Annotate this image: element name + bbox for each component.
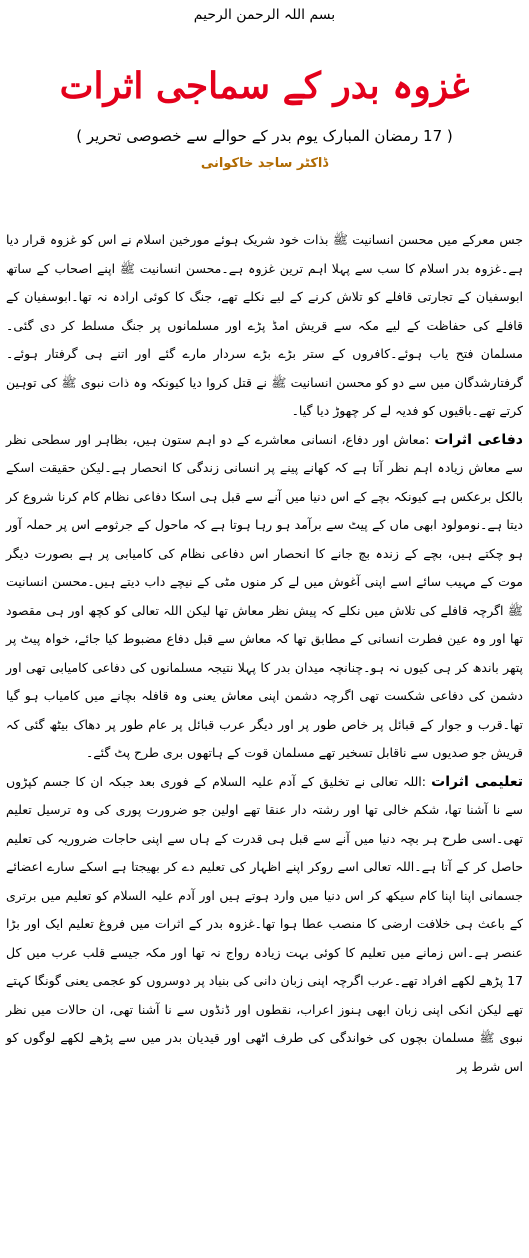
intro-paragraph: جس معرکے میں محسن انسانیت ﷺ بذات خود شریک ہوئے مورخین اسلام نے اس کو غزوہ قرار دیا ہے۔غزوہ بدر اسلام کا سب سے پہلا اہم ترین غزوہ ہے۔محسن انسانیت ﷺ اپنے اصحاب کے ساتھ ابوسفیان کے تجارتی قافلے کو تلاش کرنے کے لیے نکلے تھے، جنگ کا کوئی ارادہ نہ تھا۔ابوسفیان کے قافلے کی حفاظت کے لیے مکہ سے قریش امڈ پڑے اور مسلمانوں پر جنگ مسلط کر دی گئی۔مسلمان فتح یاب ہوئے۔کافروں کے ستر بڑے بڑے سردار مارے گئے اور اتنے ہی گرفتار ہوئے۔گرفتارشدگان میں سے دو کو محسن انسانیت ﷺ نے قتل کروا دیا کیونکہ وہ ذات نبوی ﷺ کی توہین کرتے تھے۔باقیوں کو فدیہ لے کر چھوڑ دیا گیا۔ [6,232,523,418]
education-heading: تعلیمی اثرات [431,773,524,790]
defense-text: :معاش اور دفاع، انسانی معاشرے کے دو اہم ستون ہیں، بظاہر اور سطحی نظر سے معاش زیادہ اہم نظر آتا ہے کہ کھانے پینے پر انسانی زندگی کا انحصار ہے۔لیکن حقیقت اسکے بالکل برعکس ہے کیونکہ بچے کے اس دنیا میں آنے سے قبل ہی اسکا دفاعی نظام کام کرنا شروع کر دیتا ہے۔نومولود ابھی ماں کے پیٹ سے برآمد ہو رہا ہوتا ہے کہ ماحول کے جرثومے اس پر حملہ آور ہو چکتے ہیں، بچے کے زندہ بچ جانے کا انحصار اس دفاعی نظام کی کامیابی پر ہے بصورت دیگر موت کے مہیب سائے اسے اپنی آغوش میں لے کر منوں مٹی کے نیچے داب دیتے ہیں۔محسن انسانیت ﷺ اگرچہ قافلے کی تلاش میں نکلے کہ پیش نظر معاش تھا لیکن اللہ تعالی کو کچھ اور ہی مقصود تھا اور وہ عین فطرت انسانی کے مطابق تھا کہ معاش سے قبل دفاع مضبوط کیا جائے، خواہ پیٹ پر پتھر باندھ کر ہی کیوں نہ ہو۔چنانچہ میدان بدر کا پہلا نتیجہ مسلمانوں کی دفاعی کامیابی تھی اور دشمن کی دفاعی شکست تھی اگرچہ دشمن اپنی معاش یعنی وہ قافلہ بچانے میں کامیاب ہو گیا تھا۔قرب و جوار کے قبائل پر خاص طور پر اور دیگر عرب قبائل پر عام طور پر دھاک بیٹھ گئی کہ قریش جو صدیوں سے ناقابل تسخیر تھے مسلمان قوت کے ہاتھوں بری طرح پٹ گئے۔ [6,431,523,760]
education-section [6,768,523,1082]
bismillah: بسم اللہ الرحمن الرحیم [193,7,336,23]
article-title: غزوہ بدر کے سماجی اثرات [59,65,470,107]
author-name: ڈاکٹر ساجد خاکوانی [200,156,329,171]
defense-section [6,426,523,768]
defense-heading: دفاعی اثرات [434,431,523,448]
article-subtitle: ( 17 رمضان المبارک یوم بدر کے حوالے سے خصوصی تحریر ) [76,127,453,145]
article-body [6,226,523,1081]
education-text: :اللہ تعالی نے تخلیق کے آدم علیہ السلام کے فوری بعد جبکہ ان کا جسم کپڑوں سے نا آشنا تھا، شکم خالی تھا اور رشتہ دار عنقا تھے اولین جو ضرورت پوری کی وہ ترسیل تعلیم تھی۔اسی طرح ہر بچہ دنیا میں آنے سے قبل ہی قدرت کے ہاں سے اپنی حاجات ضروریہ کی تعلیم حاصل کر کے آتا ہے۔اللہ تعالی اسے روکر اپنے اظہار کی تعلیم دے کر بھیجتا ہے اسکے سارے اعضائے جسمانی اپنا اپنا کام سیکھ کر اس دنیا میں وارد ہوتے ہیں اور آدم علیہ السلام کو تعلیم میں برتری کے باعث ہی خلافت ارضی کا منصب عطا ہوا تھا۔غزوہ بدر کے اثرات میں فروغ تعلیم ایک اور بڑا عنصر ہے۔اس زمانے میں تعلیم کا کوئی بہت زیادہ رواج نہ تھا اور مکہ جیسے قلب عرب میں کل 17 پڑھے لکھے افراد تھے۔عرب اگرچہ اپنی زبان دانی کی بنیاد پر دوسروں کو عجمی یعنی گونگا کہتے تھے لیکن انکی اپنی زبان ابھی ہنوز اعراب، نقطوں اور ڈنڈوں سے نا آشنا تھی، ان حالات میں نظر نبوی ﷺ مسلمان بچوں کی خواندگی کی طرف اٹھی اور قیدیان بدر میں سے پڑھے لکھے لوگوں کو اس شرط پر [6,773,523,1074]
